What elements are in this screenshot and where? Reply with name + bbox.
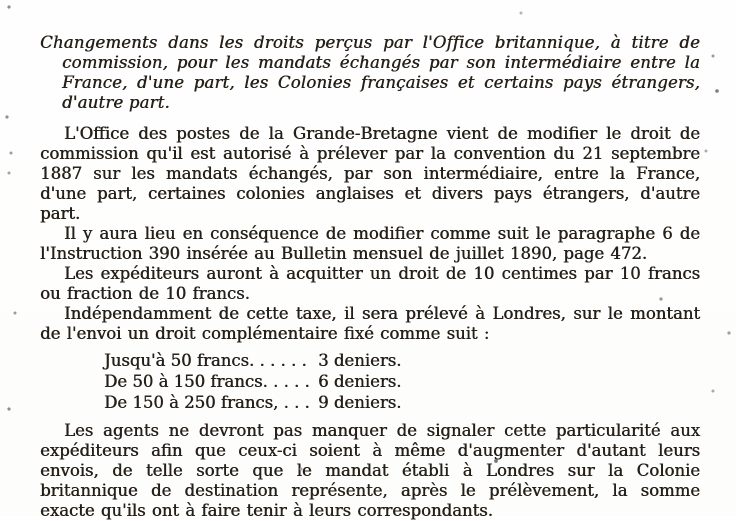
paragraph-droit-complementaire: Indépendamment de cette taxe, il sera prélevé à Londres, sur le montant de l'envoi un droit complémentaire fixé comme suit : xyxy=(40,304,700,343)
tariff-row xyxy=(104,371,700,392)
scan-noise-speckles xyxy=(0,0,2,2)
paragraph-expediteurs-droit: Les expéditeurs auront à acquitter un droit de 10 centimes par 10 francs ou fraction de 10 francs. xyxy=(40,264,700,303)
document-title: Changements dans les droits perçus par l'Office britannique, à titre de commission, pour les mandats échangés par son intermédiaire entre la France, d'une part, les Colonies françaises et certains pays étrangers, d'autre part. xyxy=(40,33,700,112)
paragraph-office-modification: L'Office des postes de la Grande-Bretagne vient de modifier le droit de commission qu'il est autorisé à prélever par la convention du 21 septembre 1887 sur les mandats échangés, par son intermédiaire, entre la France, d'une part, certaines colonies anglaises et divers pays étrangers, d'autre part. xyxy=(40,124,700,223)
tariff-fee: 9 deniers. xyxy=(318,393,402,412)
paragraph-agents-instruction: Les agents ne devront pas manquer de signaler cette particularité aux expéditeurs afin que ceux-ci soient à même d'augmenter d'autant leurs envois, de telle sorte que le mandat établi à Londres sur la Colonie britannique de destination représente, après le prélèvement, la somme exacte qu'ils ont à faire tenir à leurs correspondants. xyxy=(40,421,700,520)
tariff-row xyxy=(104,350,700,371)
tariff-range: De 150 à 250 francs, . . . xyxy=(104,393,310,412)
tariff-range: Jusqu'à 50 francs. . . . . . xyxy=(104,351,307,370)
tariff-fee: 6 deniers. xyxy=(318,372,402,391)
tariff-fee: 3 deniers. xyxy=(318,351,402,370)
tariff-range: De 50 à 150 francs. . . . . xyxy=(104,372,310,391)
tariff-row xyxy=(104,392,700,413)
paragraph-instruction-reference: Il y aura lieu en conséquence de modifier comme suit le paragraphe 6 de l'Instruction 390 insérée au Bulletin mensuel de juillet 1890, page 472. xyxy=(40,224,700,263)
tariff-table xyxy=(104,350,700,413)
